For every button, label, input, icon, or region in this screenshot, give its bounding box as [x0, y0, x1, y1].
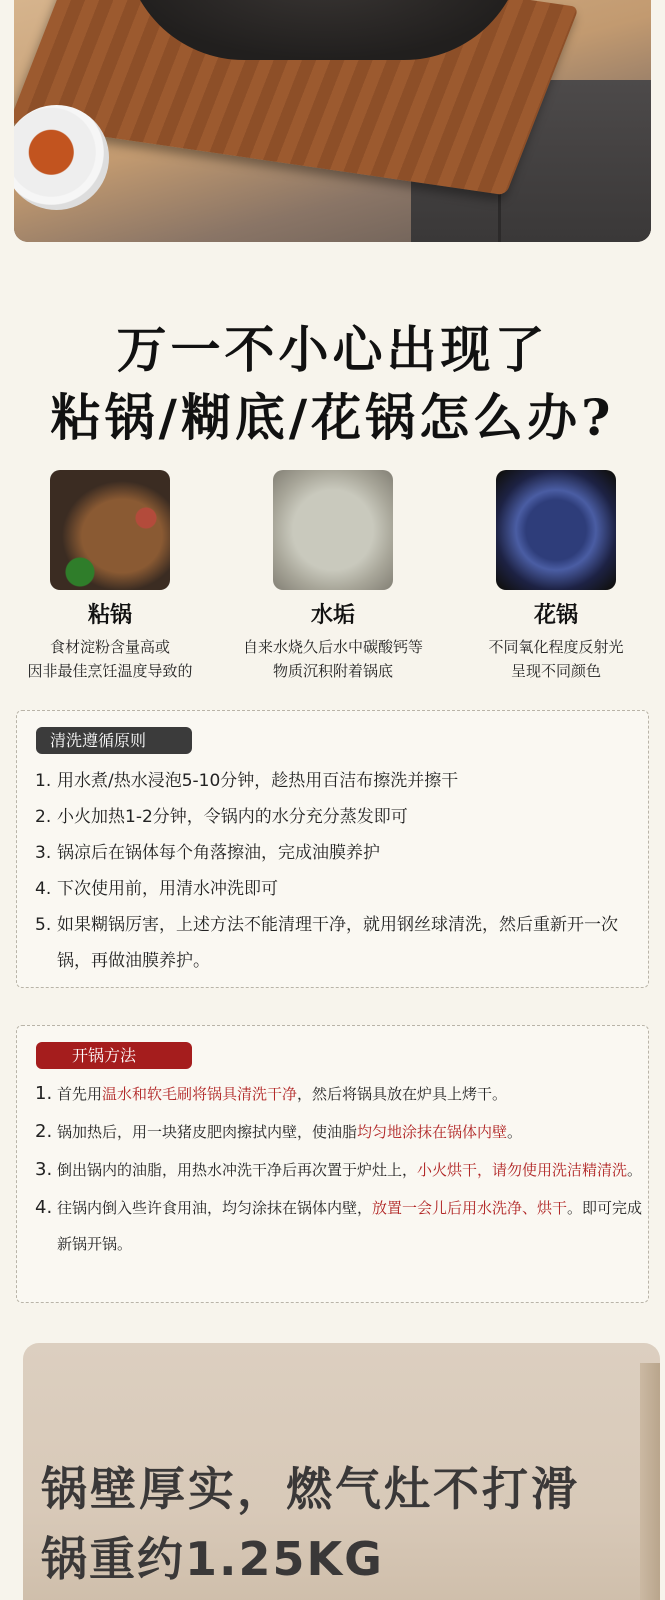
- headline-line-1: 万一不小心出现了: [116, 320, 549, 379]
- list-item: 4. 往锅内倒入些许食用油，均匀涂抹在锅体内壁，放置一会儿后用水洗净、烘干。即可完成新锅开锅。: [35, 1197, 643, 1253]
- cleaning-principles-box: [16, 710, 649, 988]
- list-item: 1. 用水煮/热水浸泡5-10分钟，趁热用百洁布擦洗并擦干: [35, 771, 459, 791]
- list-item: 5. 如果糊锅厉害，上述方法不能清理干净，就用钢丝球清洗，然后重新开一次锅，再做油膜养护。: [35, 915, 618, 971]
- feature-line-2: 锅重约1.25KG: [41, 1532, 384, 1586]
- problem-card-discolor: [446, 470, 665, 683]
- seasoning-steps-list: [35, 1076, 647, 1264]
- cleaning-tag: 清洗遵循原则: [36, 727, 192, 754]
- problem-desc: 自来水烧久后水中碳酸钙等 物质沉积附着锅底: [242, 638, 423, 680]
- list-item: 4. 下次使用前，用清水冲洗即可: [35, 879, 278, 899]
- list-item: 3. 锅凉后在锅体每个角落擦油，完成油膜养护: [35, 843, 380, 863]
- list-item: 2. 锅加热后，用一块猪皮肥肉擦拭内壁，使油脂均匀地涂抹在锅体内壁。: [35, 1121, 523, 1142]
- problem-card-sticking: [0, 470, 220, 683]
- discolored-pan-image: [496, 470, 616, 590]
- seasoning-method-box: [16, 1025, 649, 1303]
- seasoning-tag: 开锅方法: [36, 1042, 192, 1069]
- feature-banner: [23, 1343, 660, 1600]
- section-headline: [0, 318, 665, 450]
- sticking-pan-image: [50, 470, 170, 590]
- problem-desc: 食材淀粉含量高或 因非最佳烹饪温度导致的: [27, 638, 193, 680]
- list-item: 3. 倒出锅内的油脂，用热水冲洗干净后再次置于炉灶上，小火烘干，请勿使用洗洁精清洗。: [35, 1159, 643, 1180]
- product-photo-top: [14, 0, 651, 242]
- problem-title: 花锅: [533, 602, 578, 628]
- scale-pan-image: [273, 470, 393, 590]
- list-item: 2. 小火加热1-2分钟，令锅内的水分充分蒸发即可: [35, 807, 408, 827]
- problem-card-scale: [223, 470, 443, 683]
- cleaning-steps-list: [35, 763, 645, 979]
- list-item: 1. 首先用温水和软毛刷将锅具清洗干净，然后将锅具放在炉具上烤干。: [35, 1083, 508, 1104]
- feature-line-1: 锅壁厚实，燃气灶不打滑: [41, 1462, 580, 1516]
- problem-title: 水垢: [310, 602, 355, 628]
- problem-title: 粘锅: [87, 602, 132, 628]
- problem-desc: 不同氧化程度反射光 呈现不同颜色: [488, 638, 624, 680]
- headline-line-2: 粘锅/糊底/花锅怎么办?: [50, 388, 615, 447]
